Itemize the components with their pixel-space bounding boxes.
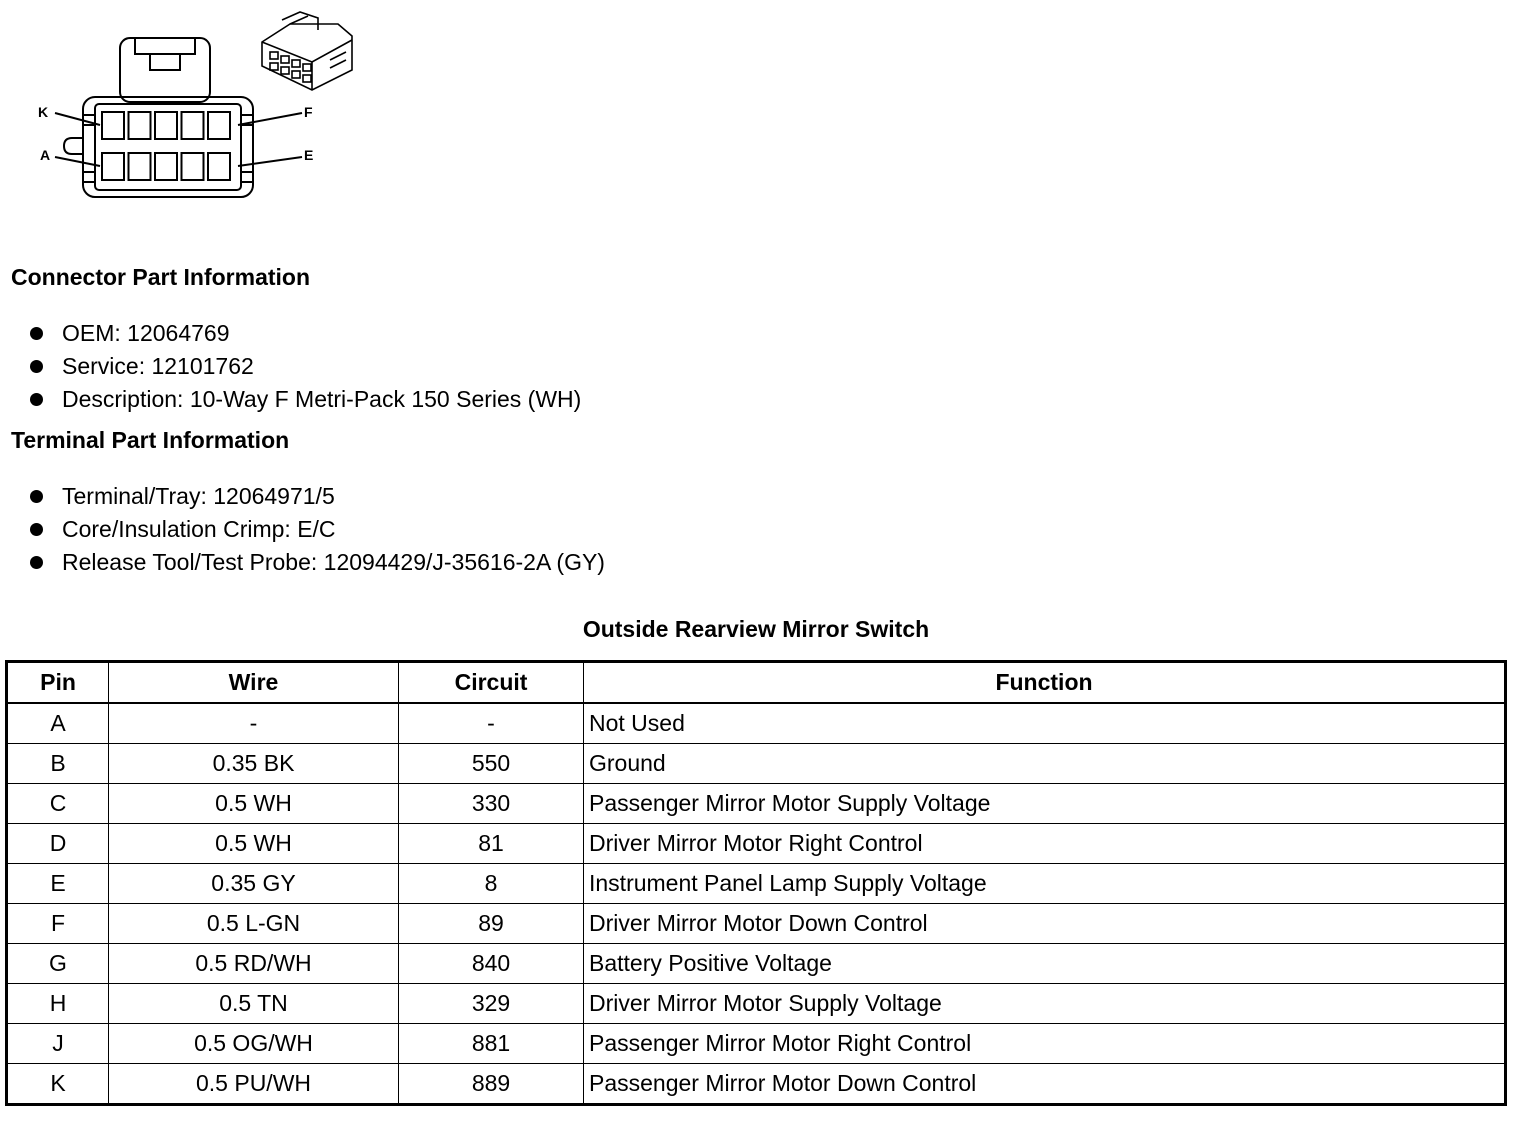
connector-info-item bbox=[30, 317, 581, 350]
cell-function: Driver Mirror Motor Down Control bbox=[584, 904, 1506, 944]
cavity bbox=[129, 153, 151, 180]
cell-wire: - bbox=[109, 703, 399, 744]
cell-circuit: 89 bbox=[399, 904, 584, 944]
cavity bbox=[129, 112, 151, 139]
table-row bbox=[7, 904, 1506, 944]
cell-function: Passenger Mirror Motor Right Control bbox=[584, 1024, 1506, 1064]
pin-label-a: A bbox=[40, 147, 51, 163]
table-row bbox=[7, 824, 1506, 864]
bullet-icon bbox=[30, 556, 43, 569]
cell-circuit: 881 bbox=[399, 1024, 584, 1064]
terminal-info-item-text: Release Tool/Test Probe: 12094429/J-35616-2A (GY) bbox=[62, 549, 605, 575]
cell-pin: G bbox=[7, 944, 109, 984]
terminal-info-list bbox=[30, 480, 605, 579]
cavity bbox=[208, 112, 230, 139]
cell-wire: 0.35 GY bbox=[109, 864, 399, 904]
cavity bbox=[102, 153, 124, 180]
cavity bbox=[208, 153, 230, 180]
cavity bbox=[155, 112, 177, 139]
table-row bbox=[7, 784, 1506, 824]
cell-pin: J bbox=[7, 1024, 109, 1064]
cell-function: Passenger Mirror Motor Supply Voltage bbox=[584, 784, 1506, 824]
cell-function: Instrument Panel Lamp Supply Voltage bbox=[584, 864, 1506, 904]
terminal-info-item bbox=[30, 546, 605, 579]
cell-pin: H bbox=[7, 984, 109, 1024]
bullet-icon bbox=[30, 360, 43, 373]
cell-circuit: 550 bbox=[399, 744, 584, 784]
cell-circuit: 81 bbox=[399, 824, 584, 864]
cell-pin: C bbox=[7, 784, 109, 824]
cavity bbox=[102, 112, 124, 139]
cell-wire: 0.5 PU/WH bbox=[109, 1064, 399, 1105]
cell-wire: 0.5 L-GN bbox=[109, 904, 399, 944]
table-row bbox=[7, 1024, 1506, 1064]
cell-function: Battery Positive Voltage bbox=[584, 944, 1506, 984]
connector-info-list bbox=[30, 317, 581, 416]
cell-pin: E bbox=[7, 864, 109, 904]
cell-wire: 0.5 OG/WH bbox=[109, 1024, 399, 1064]
cell-pin: K bbox=[7, 1064, 109, 1105]
cell-circuit: 329 bbox=[399, 984, 584, 1024]
table-row bbox=[7, 744, 1506, 784]
connector-info-item-text: Description: 10-Way F Metri-Pack 150 Series (WH) bbox=[62, 386, 582, 412]
pin-label-f: F bbox=[304, 104, 313, 120]
pin-label-k: K bbox=[38, 104, 49, 120]
bullet-icon bbox=[30, 490, 43, 503]
table-row bbox=[7, 703, 1506, 744]
cavity bbox=[155, 153, 177, 180]
cell-function: Driver Mirror Motor Supply Voltage bbox=[584, 984, 1506, 1024]
table-title: Outside Rearview Mirror Switch bbox=[582, 616, 930, 642]
cell-circuit: 330 bbox=[399, 784, 584, 824]
cell-circuit: 840 bbox=[399, 944, 584, 984]
connector-info-item bbox=[30, 350, 581, 383]
header-pin: Pin bbox=[7, 662, 109, 704]
header-circuit: Circuit bbox=[399, 662, 584, 704]
terminal-info-item-text: Terminal/Tray: 12064971/5 bbox=[62, 483, 335, 509]
cavity bbox=[182, 153, 204, 180]
header-function: Function bbox=[584, 662, 1506, 704]
table-row bbox=[7, 864, 1506, 904]
bullet-icon bbox=[30, 393, 43, 406]
cavity-grid bbox=[102, 112, 230, 180]
cell-pin: F bbox=[7, 904, 109, 944]
cell-wire: 0.5 RD/WH bbox=[109, 944, 399, 984]
connector-info-heading: Connector Part Information bbox=[11, 264, 311, 290]
cell-pin: D bbox=[7, 824, 109, 864]
table-row bbox=[7, 944, 1506, 984]
cell-circuit: 8 bbox=[399, 864, 584, 904]
pinout-table bbox=[5, 660, 1507, 1106]
connector-info-item-text: Service: 12101762 bbox=[62, 353, 254, 379]
terminal-info-heading: Terminal Part Information bbox=[11, 427, 290, 453]
cell-pin: A bbox=[7, 703, 109, 744]
connector-diagram bbox=[0, 0, 380, 215]
cell-function: Not Used bbox=[584, 703, 1506, 744]
pin-label-e: E bbox=[304, 147, 314, 163]
cell-pin: B bbox=[7, 744, 109, 784]
connector-info-item bbox=[30, 383, 581, 416]
terminal-info-item bbox=[30, 513, 605, 546]
terminal-info-item-text: Core/Insulation Crimp: E/C bbox=[62, 516, 336, 542]
cell-circuit: - bbox=[399, 703, 584, 744]
table-header-row bbox=[7, 662, 1506, 704]
cell-wire: 0.5 TN bbox=[109, 984, 399, 1024]
cell-function: Passenger Mirror Motor Down Control bbox=[584, 1064, 1506, 1105]
connector-iso-view bbox=[262, 12, 352, 90]
cell-function: Driver Mirror Motor Right Control bbox=[584, 824, 1506, 864]
terminal-info-item bbox=[30, 480, 605, 513]
connector-info-item-text: OEM: 12064769 bbox=[62, 320, 230, 346]
cell-wire: 0.5 WH bbox=[109, 784, 399, 824]
cell-wire: 0.5 WH bbox=[109, 824, 399, 864]
bullet-icon bbox=[30, 327, 43, 340]
header-wire: Wire bbox=[109, 662, 399, 704]
cell-circuit: 889 bbox=[399, 1064, 584, 1105]
table-row bbox=[7, 984, 1506, 1024]
cell-function: Ground bbox=[584, 744, 1506, 784]
cavity bbox=[182, 112, 204, 139]
cell-wire: 0.35 BK bbox=[109, 744, 399, 784]
bullet-icon bbox=[30, 523, 43, 536]
table-row bbox=[7, 1064, 1506, 1105]
